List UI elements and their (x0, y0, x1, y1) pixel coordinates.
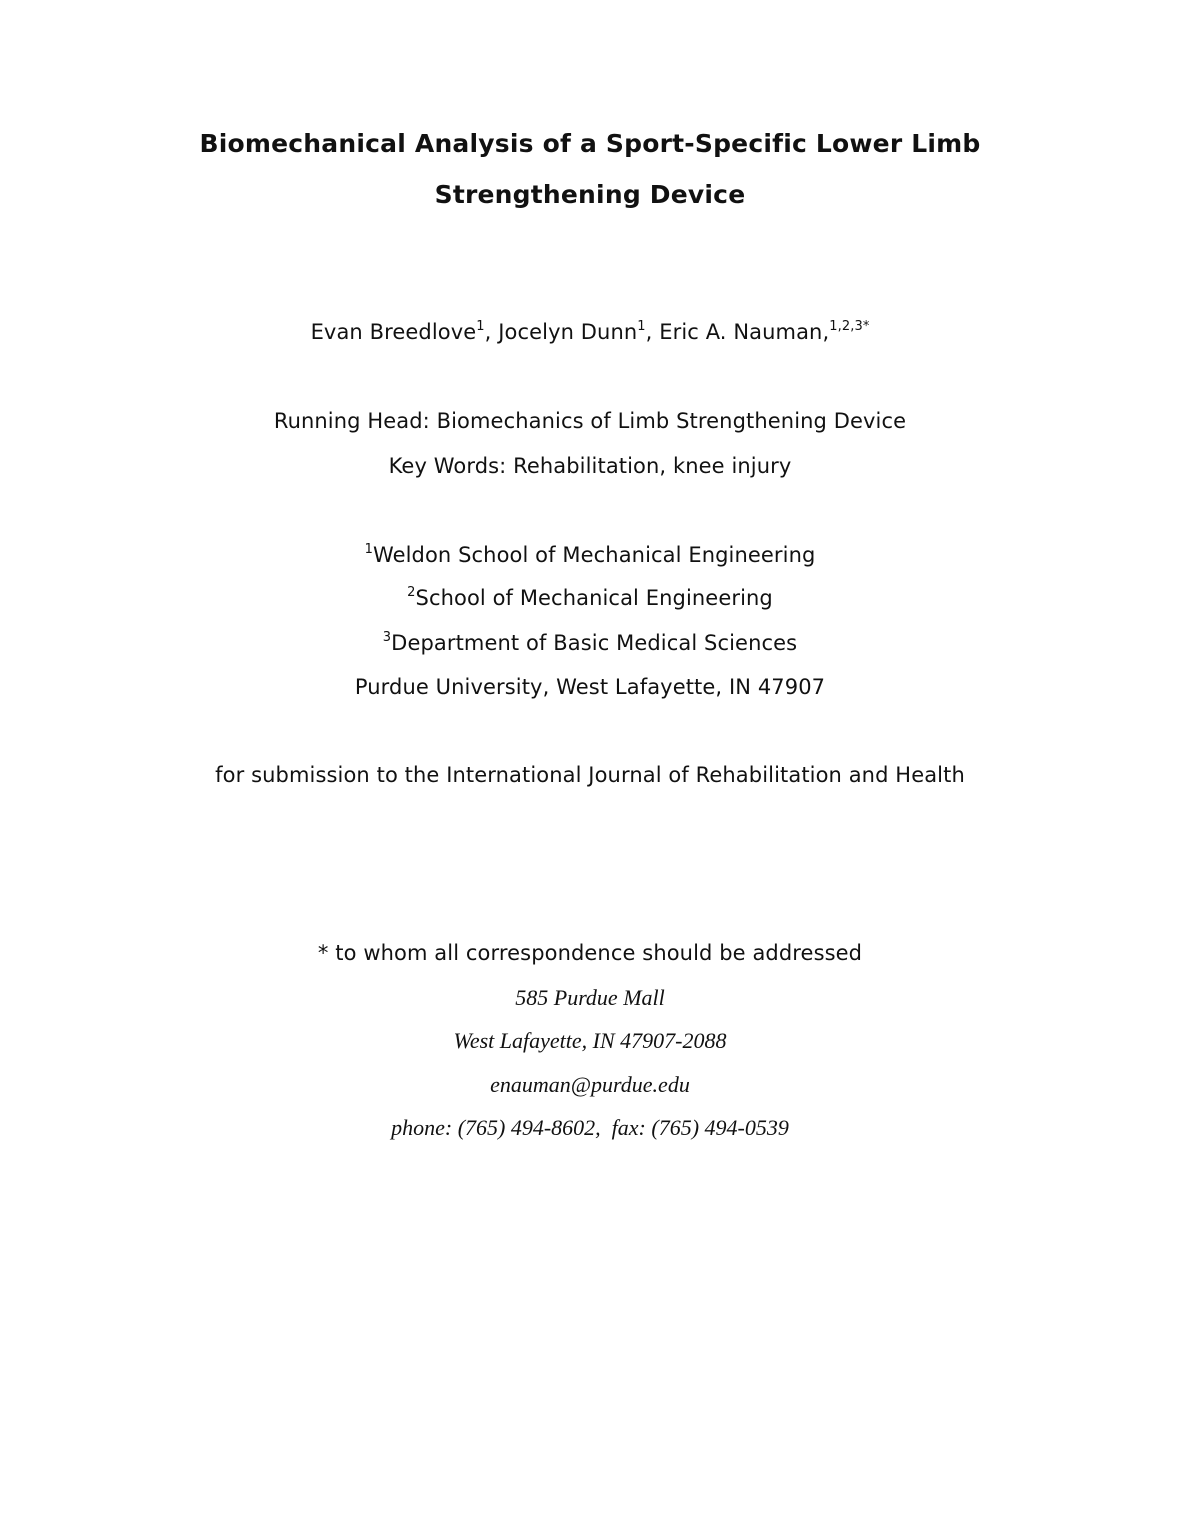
author-name: Jocelyn Dunn (498, 320, 638, 344)
author-affiliation-marker: 1 (476, 319, 485, 334)
correspondence-phone-fax: phone: (765) 494-8602, fax: (765) 494-0539 (391, 1115, 789, 1140)
university-address: Purdue University, West Lafayette, IN 47907 (354, 675, 826, 699)
author-list (0, 320, 1180, 344)
author-affiliation-marker: 1 (637, 319, 646, 334)
affiliation-2 (0, 586, 1180, 610)
affiliation-marker: 2 (407, 585, 416, 600)
affiliation-marker: 3 (382, 630, 392, 645)
affiliation-text: Weldon School of Mechanical Engineering (372, 543, 816, 567)
submission-note: for submission to the International Journal of Rehabilitation and Health (215, 763, 965, 787)
correspondence-email[interactable]: enauman@purdue.edu (490, 1072, 690, 1097)
affiliation-text: Department of Basic Medical Sciences (391, 631, 798, 655)
paper-title-line-1: Biomechanical Analysis of a Sport-Specific Lower Limb (199, 129, 981, 158)
key-words: Key Words: Rehabilitation, knee injury (388, 454, 792, 478)
affiliation-3 (0, 631, 1180, 655)
author-name: Evan Breedlove (310, 320, 477, 344)
correspondence-city: West Lafayette, IN 47907-2088 (453, 1028, 727, 1053)
correspondence-street: 585 Purdue Mall (515, 985, 665, 1010)
author-name: Eric A. Nauman, (659, 320, 830, 344)
running-head: Running Head: Biomechanics of Limb Strengthening Device (273, 409, 907, 433)
affiliation-1 (0, 543, 1180, 567)
author-separator: , (645, 320, 660, 344)
author-affiliation-marker: 1,2,3* (829, 319, 870, 334)
affiliation-marker: 1 (364, 542, 373, 557)
author-separator: , (484, 320, 499, 344)
paper-title-line-2: Strengthening Device (434, 180, 746, 209)
correspondence-note: * to whom all correspondence should be addressed (317, 941, 863, 965)
affiliation-text: School of Mechanical Engineering (415, 586, 773, 610)
